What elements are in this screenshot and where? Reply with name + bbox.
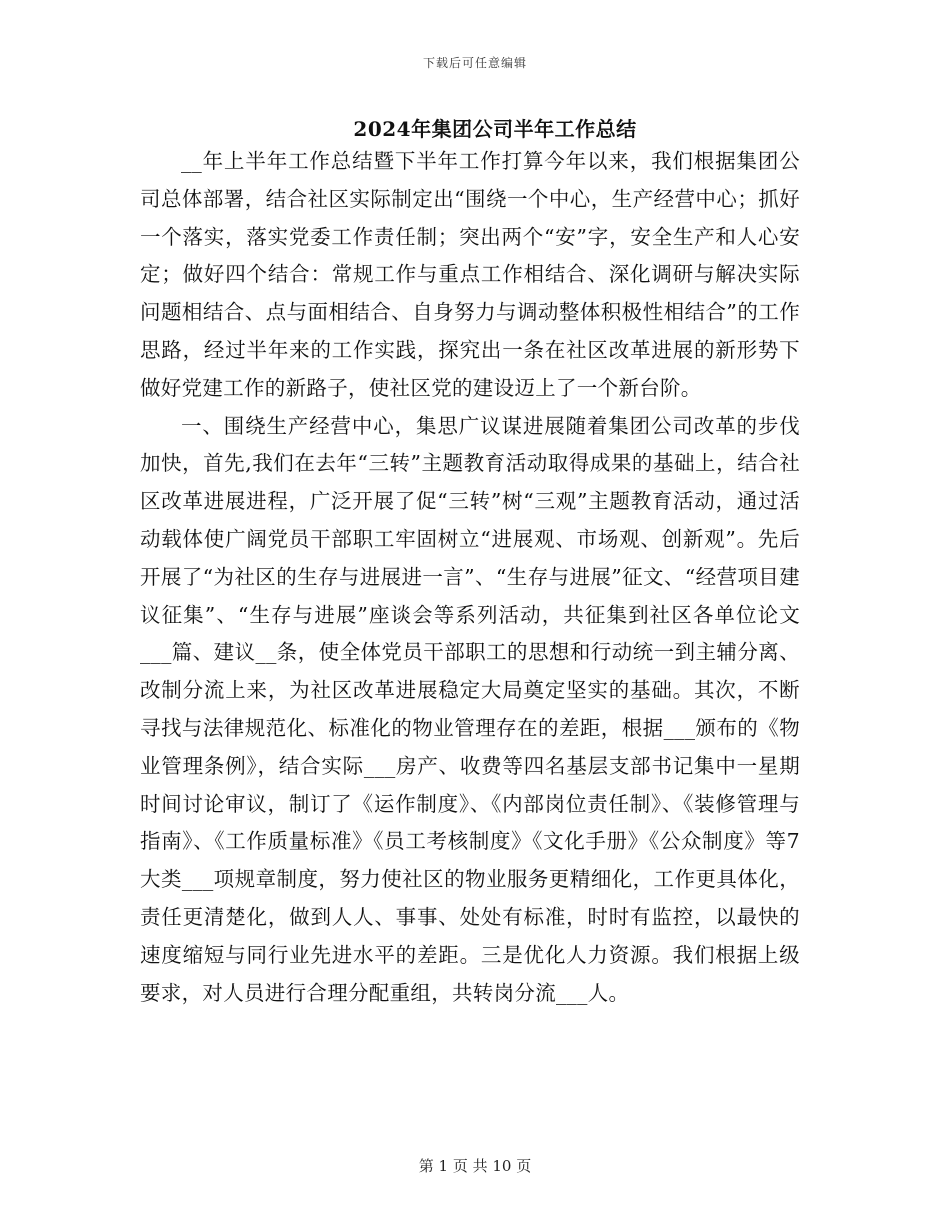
header-note: 下载后可任意编辑: [422, 56, 527, 70]
paragraph-intro: __年上半年工作总结暨下半年工作打算今年以来，我们根据集团公司总体部署，结合社区实际制定出“围绕一个中心，生产经营中心；抓好一个落实，落实党委工作责任制；突出两个“安”字，安全生产和人心安定；做好四个结合：常规工作与重点工作相结合、深化调研与解决实际问题相结合、点与面相结合、自身努力与调动整体积极性相结合”的工作思路，经过半年来的工作实践，探究出一条在社区改革进展的新形势下做好党建工作的新路子，使社区党的建设迈上了一个新台阶。: [140, 149, 800, 400]
document-title: 2024年集团公司半年工作总结: [353, 117, 637, 141]
document-body: [140, 143, 800, 1012]
paragraph-section-1: 一、围绕生产经营中心，集思广议谋进展随着集团公司改革的步伐加快，首先,我们在去年“三转”主题教育活动取得成果的基础上，结合社区改革进展进程，广泛开展了促“三转”树“三观”主题教育活动，通过活动载体使广阔党员干部职工牢固树立“进展观、市场观、创新观”。先后开展了“为社区的生存与进展进一言”、“生存与进展”征文、“经营项目建议征集”、“生存与进展”座谈会等系列活动，共征集到社区各单位论文___篇、建议__条，使全体党员干部职工的思想和行动统一到主辅分离、改制分流上来，为社区改革进展稳定大局奠定坚实的基础。其次，不断寻找与法律规范化、标准化的物业管理存在的差距，根据___颁布的《物业管理条例》，结合实际___房产、收费等四名基层支部书记集中一星期时间讨论审议，制订了《运作制度》、《内部岗位责任制》、《装修管理与指南》、《工作质量标准》《员工考核制度》《文化手册》《公众制度》等7大类___项规章制度，努力使社区的物业服务更精细化，工作更具体化，责任更清楚化，做到人人、事事、处处有标准，时时有监控，以最快的速度缩短与同行业先进水平的差距。三是优化人力资源。我们根据上级要求，对人员进行合理分配重组，共转岗分流___人。: [140, 413, 800, 1005]
page-number: 第 1 页 共 10 页: [418, 1157, 532, 1175]
